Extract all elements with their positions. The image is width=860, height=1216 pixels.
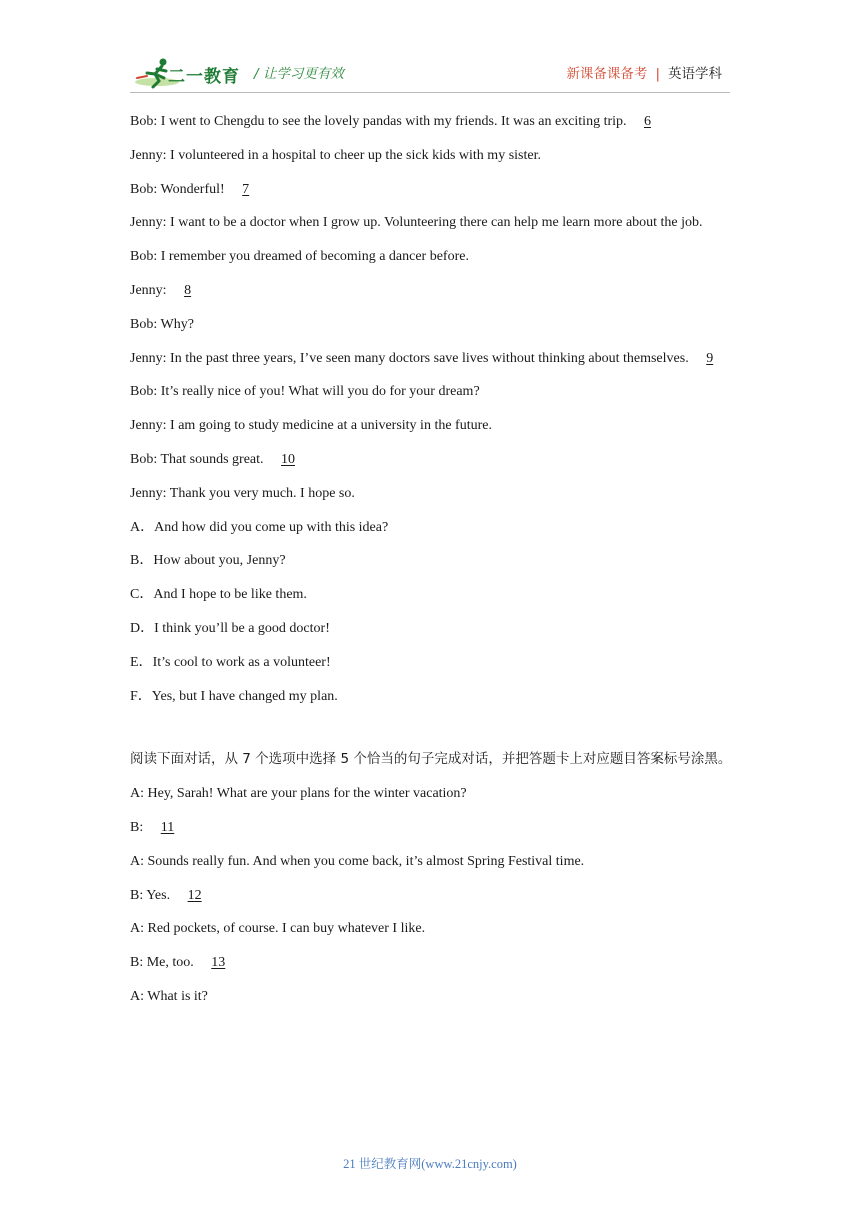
dialogue-line (130, 206, 735, 240)
option-item (130, 612, 735, 646)
options-list (130, 511, 735, 714)
answer-blank: 13 (211, 955, 226, 971)
dialogue-line (130, 342, 735, 376)
dialogue-line (130, 879, 735, 913)
dialogue-line (130, 946, 735, 980)
section-gap (130, 713, 735, 743)
header-divider (130, 92, 730, 93)
option-text: And I hope to be like them. (153, 587, 307, 603)
option-item (130, 680, 735, 714)
dialogue-text: Bob: It’s really nice of you! What will you do for your dream? (130, 384, 480, 400)
option-letter: A． (130, 519, 155, 535)
dialogue-text: B: Yes. (130, 887, 171, 903)
option-text: I think you’ll be a good doctor! (154, 620, 330, 636)
option-letter: E． (130, 654, 153, 670)
dialogue-text: Bob: Wonderful! (130, 181, 225, 197)
instruction-text: 阅读下面对话，从 7 个选项中选择 5 个恰当的句子完成对话，并把答题卡上对应题目答案标号涂黑。 (130, 751, 732, 768)
dialogue-text: Bob: I went to Chengdu to see the lovely pandas with my friends. It was an exciting trip. (130, 114, 627, 129)
page-header (0, 0, 860, 100)
answer-blank: 10 (281, 451, 296, 467)
dialogue-text: Jenny: I am going to study medicine at a university in the future. (130, 418, 492, 434)
dialogue-line (130, 139, 735, 173)
dialogue-line (130, 409, 735, 443)
header-course-label: 新课备课备考 (566, 66, 648, 82)
option-item (130, 511, 735, 545)
option-item (130, 544, 735, 578)
dialogue-text: Jenny: I want to be a doctor when I grow up. Volunteering there can help me learn more about the job. (130, 215, 703, 231)
document-body (130, 105, 735, 1014)
dialogue-text: Jenny: (130, 282, 167, 298)
dialogue-text: Bob: That sounds great. (130, 451, 264, 467)
answer-blank: 11 (160, 819, 175, 835)
page-footer: 21 世纪教育网(www.21cnjy.com) (343, 1157, 517, 1171)
option-text: It’s cool to work as a volunteer! (152, 654, 331, 670)
answer-blank: 7 (242, 181, 250, 197)
dialogue-text: B: Me, too. (130, 955, 194, 971)
answer-blank: 8 (184, 282, 192, 298)
dialogue-1 (130, 105, 735, 511)
logo-text: 二一教育 (168, 67, 240, 87)
header-separator: | (655, 66, 660, 82)
dialogue-line (130, 845, 735, 879)
dialogue-line (130, 105, 735, 139)
dialogue-line (130, 980, 735, 1014)
option-text: Yes, but I have changed my plan. (151, 688, 338, 704)
option-text: How about you, Jenny? (153, 553, 286, 569)
option-letter: C． (130, 587, 154, 603)
answer-blank: 9 (706, 350, 714, 366)
dialogue-text: A: Red pockets, of course. I can buy whatever I like. (130, 921, 426, 937)
dialogue-line (130, 375, 735, 409)
dialogue-text: A: What is it? (130, 988, 208, 1004)
option-text: And how did you come up with this idea? (154, 519, 389, 535)
dialogue-text: Jenny: Thank you very much. I hope so. (130, 485, 355, 501)
dialogue-2 (130, 777, 735, 1014)
dialogue-text: Jenny: I volunteered in a hospital to cheer up the sick kids with my sister. (130, 147, 541, 163)
option-letter: F． (130, 688, 152, 704)
dialogue-text: Bob: Why? (130, 316, 194, 332)
dialogue-line (130, 912, 735, 946)
dialogue-line (130, 477, 735, 511)
dialogue-text: Jenny: In the past three years, I’ve seen many doctors save lives without thinking about themselves. (130, 350, 689, 366)
dialogue-line (130, 274, 735, 308)
dialogue-line (130, 240, 735, 274)
dialogue-text: Bob: I remember you dreamed of becoming a dancer before. (130, 249, 469, 265)
dialogue-text: A: Hey, Sarah! What are your plans for the winter vacation? (130, 786, 467, 802)
dialogue-line (130, 443, 735, 477)
dialogue-line (130, 308, 735, 342)
dialogue-line (130, 777, 735, 811)
option-letter: D． (130, 620, 155, 636)
header-slogan: / 让学习更有效 (254, 66, 344, 82)
header-subject-label: 英语学科 (668, 66, 722, 82)
header-right (566, 62, 722, 82)
dialogue-line (130, 811, 735, 845)
option-letter: B． (130, 553, 154, 569)
answer-blank: 12 (187, 887, 202, 903)
option-item (130, 646, 735, 680)
answer-blank: 6 (644, 114, 652, 129)
option-item (130, 578, 735, 612)
dialogue-text: A: Sounds really fun. And when you come back, it’s almost Spring Festival time. (130, 853, 585, 869)
dialogue-text: B: (130, 819, 144, 835)
dialogue-line (130, 173, 735, 207)
